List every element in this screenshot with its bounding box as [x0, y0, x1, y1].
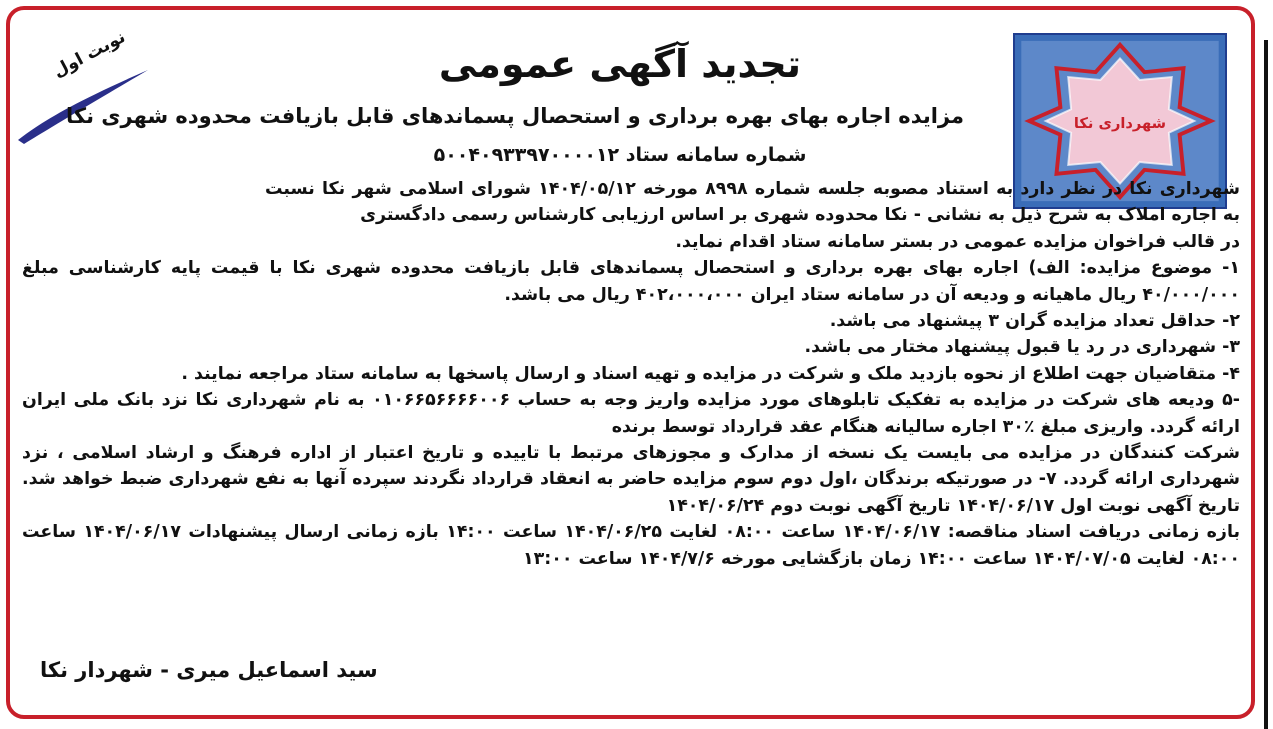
first-publication-stamp: [10, 18, 150, 148]
intro-paragraph-continued: در قالب فراخوان مزایده عمومی در بستر سامانه ستاد اقدام نماید.: [675, 231, 1240, 252]
system-reference-number: شماره سامانه ستاد ۵۰۰۴۰۹۳۳۹۷۰۰۰۰۱۲: [433, 144, 807, 166]
signature: سید اسماعیل میری - شهردار نکا: [40, 658, 378, 682]
notice-body: [22, 176, 1240, 572]
schedule-paragraph: بازه زمانی دریافت اسناد مناقصه: ۱۴۰۴/۰۶/۱۷ ساعت ۰۸:۰۰ لغایت ۱۴۰۴/۰۶/۲۵ ساعت ۱۴:۰۰ بازه زمانی ارسال پیشنهادات ۱۴۰۴/۰۶/۱۷ ساعت ۰۸:۰۰ لغایت ۱۴۰۴/۰۷/۰۵ ساعت ۱۴:۰۰ زمان بازگشایی مورخه ۱۴۰۴/۷/۶ ساعت ۱۳:۰۰: [22, 522, 1241, 569]
intro-paragraph: شهرداری نکا در نظر دارد به استناد مصوبه جلسه شماره ۸۹۹۸ مورخه ۱۴۰۴/۰۵/۱۲ شورای اسلامی شهر نکا نسبت به اجاره املاک به شرح ذیل به نشانی - نکا محدوده شهری بر اساس ارزیابی کارشناس رسمی دادگستری: [265, 179, 1240, 226]
clause-2: ۲- حداقل تعداد مزایده گران ۳ پیشنهاد می باشد.: [829, 311, 1240, 332]
page-edge-rule: [1264, 40, 1268, 729]
page-title: تجدید آگهی عمومی: [438, 42, 802, 86]
logo-text: شهرداری نکا: [1073, 114, 1167, 132]
clause-1: ۱- موضوع مزایده: الف) اجاره بهای بهره برداری و استحصال پسماندهای قابل بازیافت محدوده شهری نکا با قیمت پایه کارشناسی مبلغ ۴۰/۰۰۰/۰۰۰ ریال ماهیانه و ودیعه آن در سامانه ستاد ایران ۴۰۲،۰۰۰،۰۰۰ ریال می باشد.: [22, 258, 1240, 305]
clause-6: شرکت کنندگان در مزایده می بایست یک نسخه از مدارک و مجوزهای مرتبط با تاییده و تاریخ اعتبار از اداره فرهنگ و ارشاد اسلامی ، نزد شهرداری ارائه گردد. ۷- در صورتیکه برندگان ،اول دوم سوم مزایده حاضر به انعقاد قرارداد نگردند سپرده آنها به نفع شهرداری ضبط خواهد شد. تاریخ آگهی نوبت اول ۱۴۰۴/۰۶/۱۷ تاریخ آگهی نوبت دوم ۱۴۰۴/۰۶/۲۴: [22, 443, 1240, 516]
clause-5: -۵ ودیعه های شرکت در مزایده به تفکیک تابلوهای مورد مزایده واریز وجه به حساب ۰۱۰۶۶۵۶۶۶۶۰۰۶ به نام شهرداری نکا نزد بانک ملی ایران ارائه گردد. واریزی مبلغ ٪۳۰ اجاره سالیانه هنگام عقد قرارداد توسط برنده: [22, 390, 1240, 437]
first-publication-label: نوبت اول: [50, 27, 129, 82]
page-subtitle: مزایده اجاره بهای بهره برداری و استحصال پسماندهای قابل بازیافت محدوده شهری نکا: [66, 104, 964, 128]
clause-4: ۴- متقاضیان جهت اطلاع از نحوه بازدید ملک و شرکت در مزایده و تهیه اسناد و ارسال پاسخها به سامانه ستاد مراجعه نمایند .: [181, 363, 1240, 384]
clause-3: ۳- شهرداری در رد یا قبول پیشنهاد مختار می باشد.: [804, 337, 1240, 358]
swoosh-icon: [10, 18, 150, 148]
